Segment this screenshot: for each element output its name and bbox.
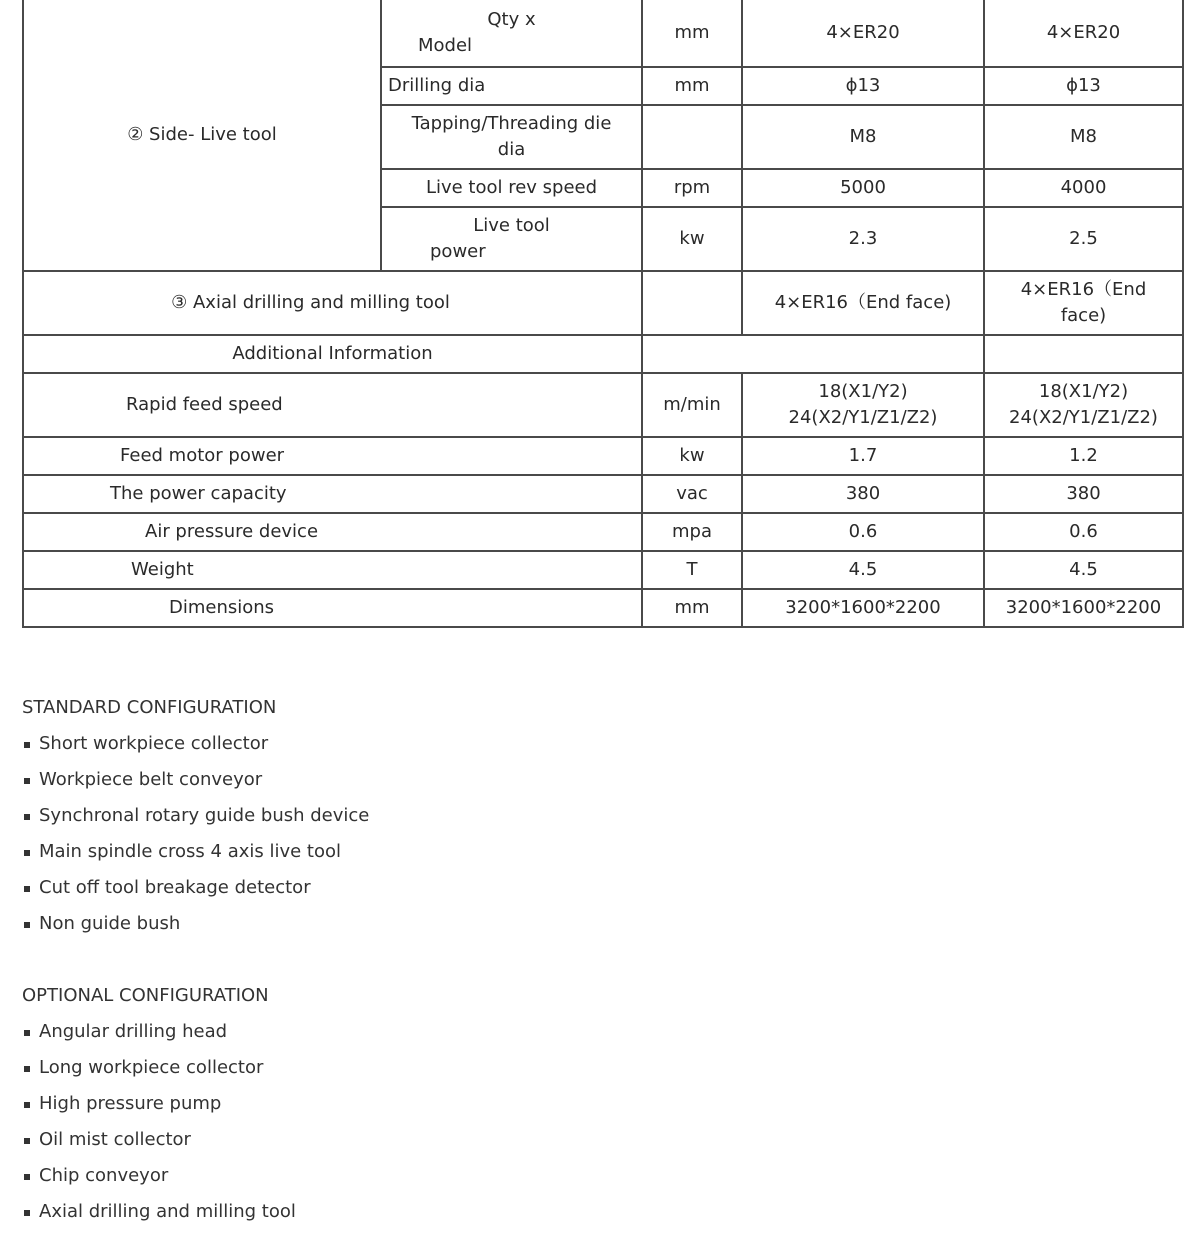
table-row	[23, 373, 1183, 437]
feed-motor-label: Feed motor power	[23, 437, 642, 475]
drilling-dia-value-1: ϕ13	[742, 67, 984, 105]
table-row	[23, 475, 1183, 513]
axial-tool-label: ③ Axial drilling and milling tool	[23, 271, 642, 335]
tapping-label: Tapping/Threading die dia	[381, 105, 642, 169]
list-item: Short workpiece collector	[22, 731, 369, 767]
rev-speed-unit: rpm	[642, 169, 742, 207]
table-row	[23, 551, 1183, 589]
additional-info-empty	[642, 335, 984, 373]
bullet-icon	[24, 814, 30, 820]
spec-table	[22, 0, 1184, 628]
standard-configuration-section	[22, 695, 369, 947]
air-pressure-unit: mpa	[642, 513, 742, 551]
additional-info-label: Additional Information	[23, 335, 642, 373]
additional-info-empty-2	[984, 335, 1183, 373]
list-item: Workpiece belt conveyor	[22, 767, 369, 803]
rapid-feed-unit: m/min	[642, 373, 742, 437]
rapid-feed-label: Rapid feed speed	[23, 373, 642, 437]
bullet-icon	[24, 1210, 30, 1216]
optional-configuration-title: OPTIONAL CONFIGURATION	[22, 985, 269, 1006]
air-pressure-value-2: 0.6	[984, 513, 1183, 551]
list-item: High pressure pump	[22, 1091, 296, 1127]
standard-configuration-title: STANDARD CONFIGURATION	[22, 697, 277, 718]
bullet-icon	[24, 1102, 30, 1108]
rapid-feed-value-2: 18(X1/Y2) 24(X2/Y1/Z1/Z2)	[984, 373, 1183, 437]
table-row	[23, 437, 1183, 475]
dimensions-unit: mm	[642, 589, 742, 627]
weight-value-2: 4.5	[984, 551, 1183, 589]
rev-speed-label: Live tool rev speed	[381, 169, 642, 207]
list-item: Oil mist collector	[22, 1127, 296, 1163]
bullet-icon	[24, 922, 30, 928]
axial-tool-value-1: 4×ER16（End face)	[742, 271, 984, 335]
qty-value-2: 4×ER20	[984, 0, 1183, 67]
power-capacity-label: The power capacity	[23, 475, 642, 513]
bullet-icon	[24, 1066, 30, 1072]
dimensions-value-1: 3200*1600*2200	[742, 589, 984, 627]
table-row	[23, 271, 1183, 335]
bullet-icon	[24, 1138, 30, 1144]
side-live-tool-cell: ② Side- Live tool	[23, 0, 381, 271]
air-pressure-value-1: 0.6	[742, 513, 984, 551]
weight-value-1: 4.5	[742, 551, 984, 589]
list-item: Chip conveyor	[22, 1163, 296, 1199]
feed-motor-value-2: 1.2	[984, 437, 1183, 475]
tapping-value-2: M8	[984, 105, 1183, 169]
live-tool-power-value-1: 2.3	[742, 207, 984, 271]
drilling-dia-unit: mm	[642, 67, 742, 105]
feed-motor-value-1: 1.7	[742, 437, 984, 475]
live-tool-power-unit: kw	[642, 207, 742, 271]
rapid-feed-value-1: 18(X1/Y2) 24(X2/Y1/Z1/Z2)	[742, 373, 984, 437]
dimensions-value-2: 3200*1600*2200	[984, 589, 1183, 627]
qty-model-label: Qty x Model	[381, 0, 642, 67]
table-row	[23, 589, 1183, 627]
list-item: Main spindle cross 4 axis live tool	[22, 839, 369, 875]
table-row	[23, 513, 1183, 551]
feed-motor-unit: kw	[642, 437, 742, 475]
list-item: Angular drilling head	[22, 1019, 296, 1055]
standard-configuration-list	[22, 731, 369, 947]
dimensions-label: Dimensions	[23, 589, 642, 627]
optional-configuration-section	[22, 983, 296, 1235]
list-item: Non guide bush	[22, 911, 369, 947]
bullet-icon	[24, 886, 30, 892]
bullet-icon	[24, 778, 30, 784]
list-item: Synchronal rotary guide bush device	[22, 803, 369, 839]
air-pressure-label: Air pressure device	[23, 513, 642, 551]
weight-unit: T	[642, 551, 742, 589]
rev-speed-value-1: 5000	[742, 169, 984, 207]
optional-configuration-list	[22, 1019, 296, 1235]
bullet-icon	[24, 1174, 30, 1180]
rev-speed-value-2: 4000	[984, 169, 1183, 207]
weight-label: Weight	[23, 551, 642, 589]
tapping-unit	[642, 105, 742, 169]
bullet-icon	[24, 850, 30, 856]
qty-value-1: 4×ER20	[742, 0, 984, 67]
axial-tool-value-2: 4×ER16（End face)	[984, 271, 1183, 335]
table-row	[23, 0, 1183, 67]
axial-tool-unit	[642, 271, 742, 335]
live-tool-power-value-2: 2.5	[984, 207, 1183, 271]
power-capacity-value-1: 380	[742, 475, 984, 513]
list-item: Long workpiece collector	[22, 1055, 296, 1091]
bullet-icon	[24, 742, 30, 748]
bullet-icon	[24, 1030, 30, 1036]
power-capacity-value-2: 380	[984, 475, 1183, 513]
power-capacity-unit: vac	[642, 475, 742, 513]
table-row	[23, 335, 1183, 373]
list-item: Cut off tool breakage detector	[22, 875, 369, 911]
drilling-dia-value-2: ϕ13	[984, 67, 1183, 105]
qty-unit: mm	[642, 0, 742, 67]
tapping-value-1: M8	[742, 105, 984, 169]
drilling-dia-label: Drilling dia	[381, 67, 642, 105]
list-item: Axial drilling and milling tool	[22, 1199, 296, 1235]
live-tool-power-label: Live tool power	[381, 207, 642, 271]
